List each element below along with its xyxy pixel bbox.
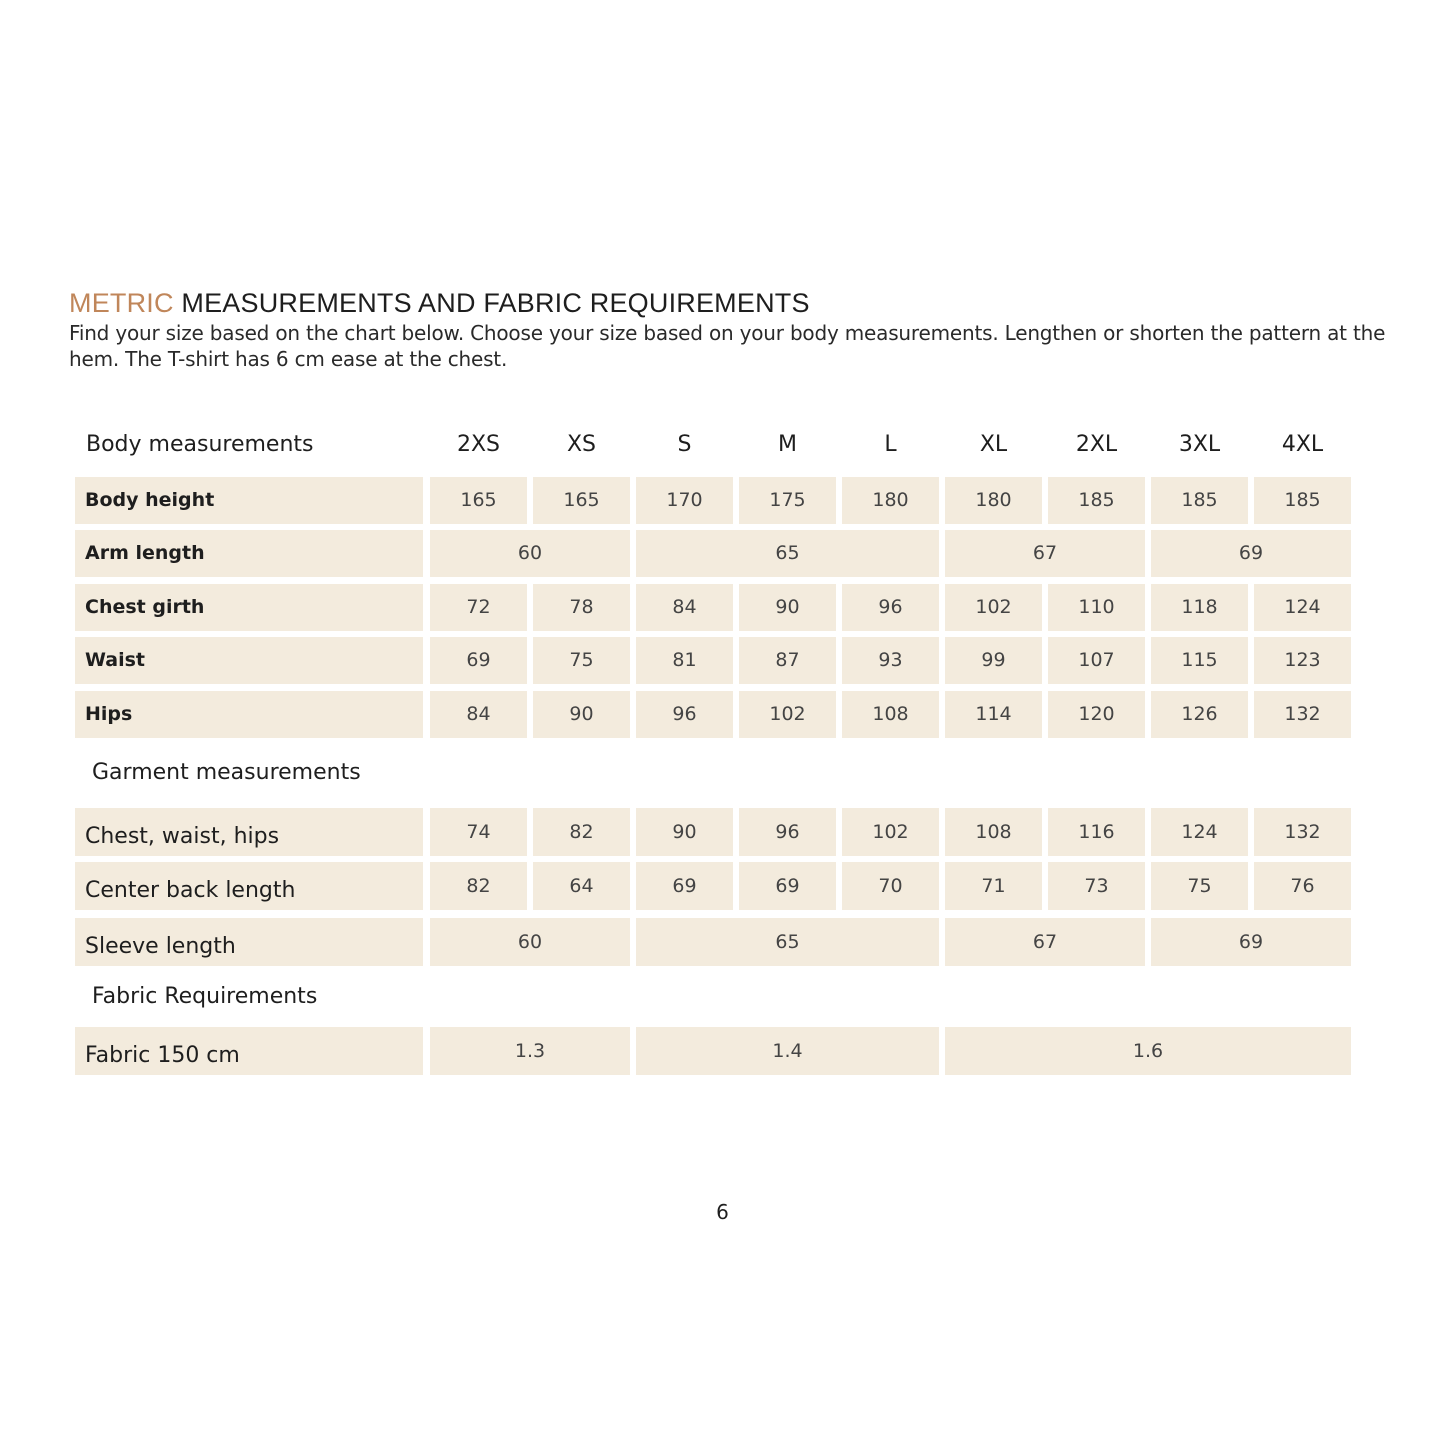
table-cell: 175 (739, 477, 836, 524)
table-cell: 110 (1048, 584, 1145, 631)
table-cell: 126 (1151, 691, 1248, 738)
table-cell: 67 (945, 530, 1145, 577)
table-cell: 75 (533, 637, 630, 684)
row-label: Chest, waist, hips (75, 808, 423, 856)
garment-measurements-header: Garment measurements (92, 760, 361, 785)
table-cell: 90 (636, 808, 733, 856)
table-cell: 96 (636, 691, 733, 738)
table-cell: 165 (533, 477, 630, 524)
table-cell: 108 (945, 808, 1042, 856)
size-header: 2XS (456, 432, 501, 457)
table-cell: 67 (945, 918, 1145, 966)
row-label: Waist (75, 637, 423, 684)
table-cell: 69 (1151, 918, 1351, 966)
size-header: XL (979, 432, 1008, 457)
row-label: Body height (75, 477, 423, 524)
size-header: L (884, 432, 897, 457)
table-cell: 84 (636, 584, 733, 631)
size-header: 3XL (1178, 432, 1221, 457)
table-cell: 96 (739, 808, 836, 856)
table-cell: 78 (533, 584, 630, 631)
table-cell: 74 (430, 808, 527, 856)
table-cell: 115 (1151, 637, 1248, 684)
table-cell: 69 (1151, 530, 1351, 577)
table-cell: 180 (842, 477, 939, 524)
size-header: S (677, 432, 692, 457)
table-cell: 185 (1048, 477, 1145, 524)
table-cell: 1.4 (636, 1027, 939, 1075)
table-cell: 108 (842, 691, 939, 738)
table-cell: 185 (1151, 477, 1248, 524)
size-header: M (778, 432, 797, 457)
table-cell: 96 (842, 584, 939, 631)
page-number: 6 (716, 1200, 729, 1224)
body-measurements-header: Body measurements (86, 432, 314, 457)
table-cell: 1.6 (945, 1027, 1351, 1075)
page-title (69, 288, 810, 319)
table-cell: 75 (1151, 862, 1248, 910)
size-header: XS (566, 432, 597, 457)
table-cell: 124 (1151, 808, 1248, 856)
table-cell: 70 (842, 862, 939, 910)
table-cell: 82 (430, 862, 527, 910)
table-cell: 124 (1254, 584, 1351, 631)
table-cell: 60 (430, 530, 630, 577)
table-cell: 118 (1151, 584, 1248, 631)
table-cell: 76 (1254, 862, 1351, 910)
table-cell: 90 (739, 584, 836, 631)
table-cell: 1.3 (430, 1027, 630, 1075)
table-cell: 87 (739, 637, 836, 684)
table-cell: 170 (636, 477, 733, 524)
table-cell: 102 (739, 691, 836, 738)
table-cell: 69 (636, 862, 733, 910)
table-cell: 123 (1254, 637, 1351, 684)
table-cell: 102 (842, 808, 939, 856)
table-cell: 82 (533, 808, 630, 856)
table-cell: 185 (1254, 477, 1351, 524)
table-cell: 132 (1254, 691, 1351, 738)
row-label: Hips (75, 691, 423, 738)
table-cell: 64 (533, 862, 630, 910)
table-cell: 71 (945, 862, 1042, 910)
row-label: Arm length (75, 530, 423, 577)
table-cell: 73 (1048, 862, 1145, 910)
table-cell: 72 (430, 584, 527, 631)
table-cell: 99 (945, 637, 1042, 684)
table-cell: 165 (430, 477, 527, 524)
intro-text: Find your size based on the chart below. Choose your size based on your body measurements. Lengthen or shorten the pattern at the hem. The T-shirt has 6 cm ease at the chest. (69, 321, 1386, 371)
size-header: 4XL (1281, 432, 1324, 457)
table-cell: 90 (533, 691, 630, 738)
table-cell: 180 (945, 477, 1042, 524)
table-cell: 65 (636, 530, 939, 577)
table-cell: 93 (842, 637, 939, 684)
table-cell: 132 (1254, 808, 1351, 856)
row-label: Center back length (75, 862, 423, 910)
row-label: Fabric 150 cm (75, 1027, 423, 1075)
table-cell: 84 (430, 691, 527, 738)
table-cell: 60 (430, 918, 630, 966)
table-cell: 107 (1048, 637, 1145, 684)
table-cell: 69 (430, 637, 527, 684)
fabric-requirements-header: Fabric Requirements (92, 984, 318, 1009)
table-cell: 114 (945, 691, 1042, 738)
title-rest: MEASUREMENTS AND FABRIC REQUIREMENTS (173, 288, 810, 318)
table-cell: 65 (636, 918, 939, 966)
table-cell: 81 (636, 637, 733, 684)
table-cell: 116 (1048, 808, 1145, 856)
row-label: Chest girth (75, 584, 423, 631)
row-label: Sleeve length (75, 918, 423, 966)
table-cell: 102 (945, 584, 1042, 631)
title-accent: METRIC (69, 288, 174, 318)
size-header: 2XL (1075, 432, 1118, 457)
table-cell: 69 (739, 862, 836, 910)
table-cell: 120 (1048, 691, 1145, 738)
